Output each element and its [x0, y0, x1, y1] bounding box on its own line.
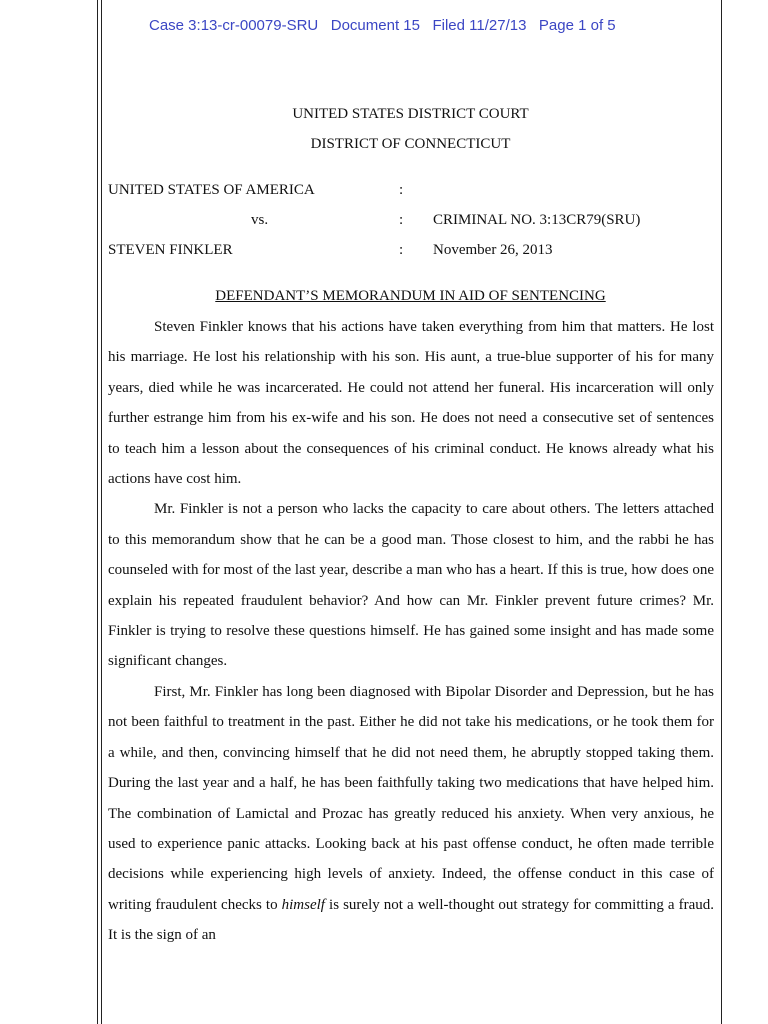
paragraph-text: First, Mr. Finkler has long been diagnosed with Bipolar Disorder and Depression, but he has not been faithful to treatment in the past. Either he did not take his medications, or he took them for a while, and then, convincing himself that he did not need them, he abruptly stopped taking them. During the last year and a half, he has been faithfully taking two medications that have helped him. The combination of Lamictal and Prozac has greatly reduced his anxiety. When very anxious, he used to experience panic attacks. Looking back at his past offense conduct, he often made terrible decisions while experiencing high levels of anxiety. Indeed, the offense conduct in this case of writing fraudulent checks to — [108, 683, 714, 913]
caption-plaintiff: UNITED STATES OF AMERICA — [108, 182, 315, 198]
body-paragraph — [108, 677, 714, 951]
ecf-header-stamp: Case 3:13-cr-00079-SRU Document 15 Filed 11/27/13 Page 1 of 5 — [149, 17, 616, 34]
caption-colon: : — [399, 242, 404, 258]
body-paragraph: Mr. Finkler is not a person who lacks the capacity to care about others. The letters attached to this memorandum show that he can be a good man. Those closest to him, and the rabbi he has counseled with for most of the last year, describe a man who has a heart. If this is true, how does one explain his repeated fraudulent behavior? And how can Mr. Finkler prevent future crimes? Mr. Finkler is trying to resolve these questions himself. He has gained some insight and has made some significant changes. — [108, 501, 714, 670]
case-number: CRIMINAL NO. 3:13CR79(SRU) — [433, 212, 641, 228]
document-title: DEFENDANT’S MEMORANDUM IN AID OF SENTENCING — [215, 288, 606, 304]
paragraph-text: is surely not a well-thought out strategy for committing a fraud. It is the sign of an — [108, 896, 714, 944]
caption-colon: : — [399, 182, 404, 198]
court-name: UNITED STATES DISTRICT COURT — [292, 106, 529, 122]
left-margin-rule-outer — [97, 0, 98, 1024]
left-margin-rule-inner — [101, 0, 102, 1024]
right-margin-rule — [721, 0, 722, 1024]
memorandum-body — [108, 312, 714, 951]
body-paragraph: Steven Finkler knows that his actions have taken everything from him that matters. He lost his marriage. He lost his relationship with his son. His aunt, a true-blue supporter of his for many years, died while he was incarcerated. He could not attend her funeral. His incarceration will only further estrange him from his ex-wife and his son. He does not need a consecutive set of sentences to teach him a lesson about the consequences of his criminal conduct. He knows already what his actions have cost him. — [108, 319, 714, 488]
caption-colon: : — [399, 212, 404, 228]
caption-versus: vs. — [251, 212, 269, 228]
court-district: DISTRICT OF CONNECTICUT — [310, 136, 511, 152]
emphasized-word: himself — [281, 896, 325, 913]
caption-defendant: STEVEN FINKLER — [108, 242, 233, 258]
filing-date: November 26, 2013 — [433, 242, 553, 258]
